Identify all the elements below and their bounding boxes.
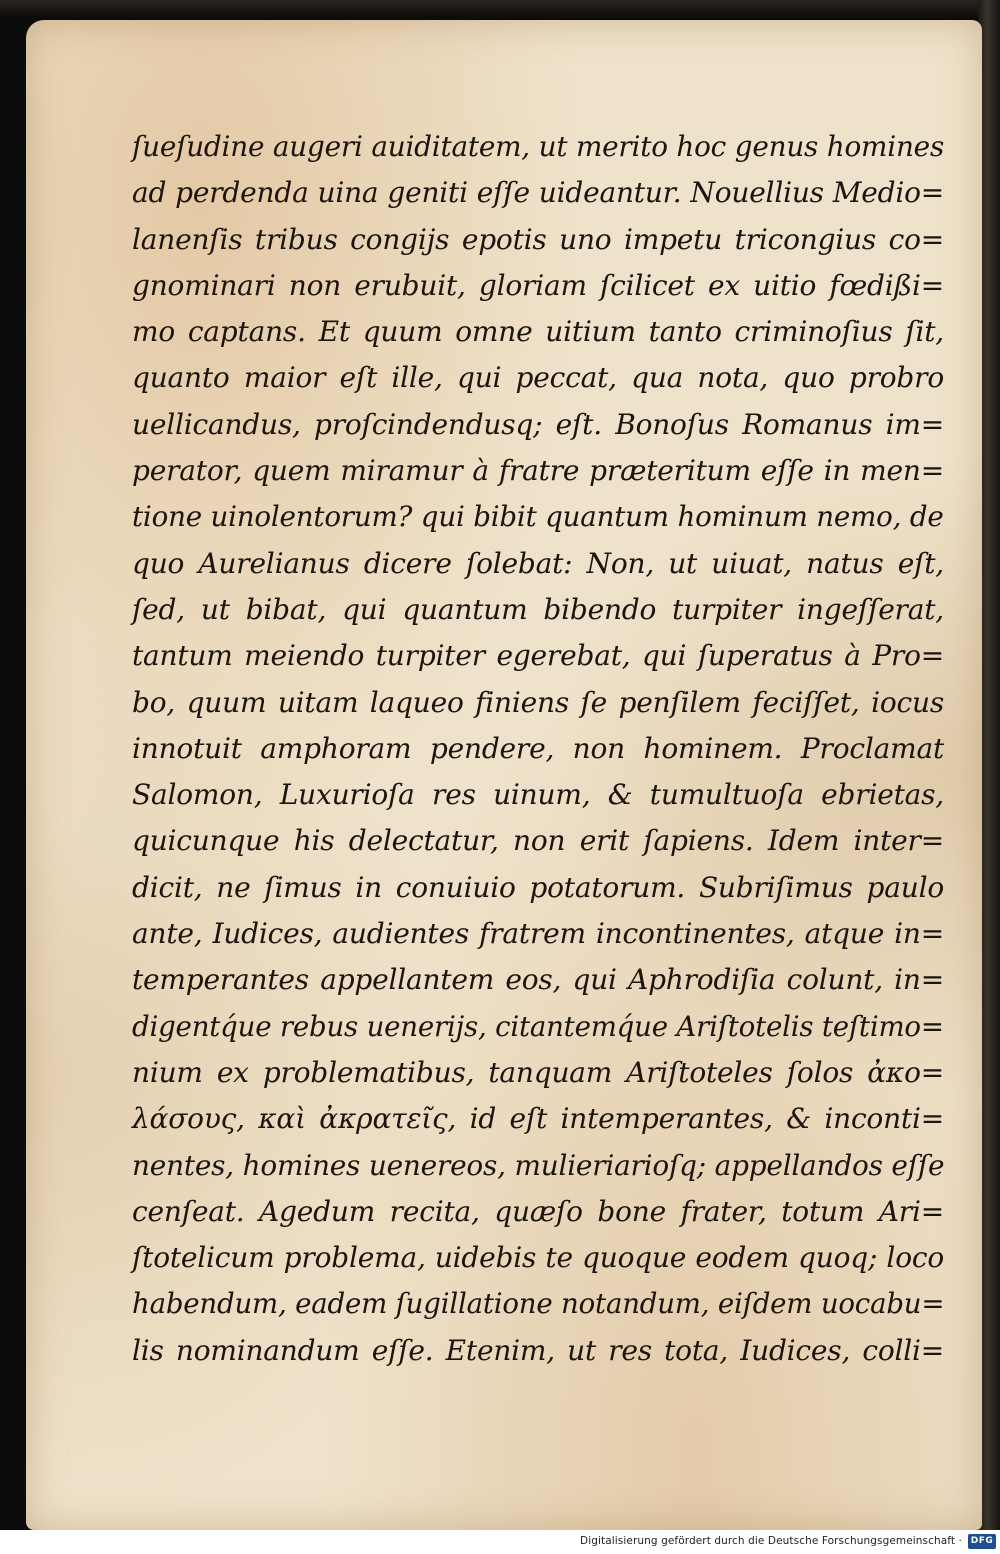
text-line-17: dicit, ne ſimus in conuiuio potatorum. Subriſimus paulo — [132, 870, 944, 904]
text-line-19: temperantes appellantem eos, qui Aphrodiſia colunt, in= — [132, 963, 944, 997]
text-line-15: Salomon, Luxurioſa res uinum, & tumultuoſa ebrietas, — [132, 778, 944, 812]
text-line-8: perator, quem miramur à fratre præteritum eſſe in men= — [132, 454, 944, 488]
scan-top-edge — [0, 0, 1000, 18]
text-line-26: habendum, eadem ſugillatione notandum, eiſdem uocabu= — [132, 1287, 945, 1321]
text-line-23: nentes, homines uenereos, mulieriarioſq; appellandos eſſe — [132, 1148, 945, 1182]
text-line-22: λάσους, καὶ ἀκρατεῖς, id eſt intemperantes, & inconti= — [132, 1102, 944, 1136]
text-line-27: lis nominandum eſſe. Etenim, ut res tota, Iudices, colli= — [132, 1333, 944, 1367]
text-line-25: ſtotelicum problema, uidebis te quoque eodem quoq; loco — [132, 1241, 944, 1275]
dfg-logo: DFG — [968, 1534, 996, 1549]
text-line-12: tantum meiendo turpiter egerebat, qui ſuperatus à Pro= — [132, 639, 944, 673]
text-line-21: nium ex problematibus, tanquam Ariſtoteles ſolos ἀκο= — [132, 1055, 944, 1089]
text-line-4: gnominari non erubuit, gloriam ſcilicet ex uitio fœdißi= — [132, 268, 944, 302]
funding-credit: Digitalisierung gefördert durch die Deutsche Forschungsgemeinschaft · — [580, 1535, 962, 1547]
page-text — [132, 124, 944, 1374]
footer-bar — [0, 1530, 1000, 1554]
text-line-6: quanto maior eſt ille, qui peccat, qua nota, quo probro — [132, 361, 944, 395]
text-line-3: lanenſis tribus congijs epotis uno impetu tricongius co= — [132, 222, 944, 256]
text-line-10: quo Aurelianus dicere ſolebat: Non, ut uiuat, natus eſt, — [132, 546, 944, 580]
text-line-1: ſueſudine augeri auiditatem, ut merito hoc genus homines — [132, 130, 945, 163]
text-line-5: mo captans. Et quum omne uitium tanto criminoſius ſit, — [132, 315, 944, 349]
text-line-24: cenſeat. Agedum recita, quæſo bone frater, totum Ari= — [132, 1194, 944, 1228]
text-line-13: bo, quum uitam laqueo finiens ſe penſilem feciſſet, iocus — [132, 685, 944, 719]
text-line-20: digentq́ue rebus uenerijs, citantemq́ue Ariſtotelis teſtimo= — [132, 1009, 944, 1043]
text-line-14: innotuit amphoram pendere, non hominem. Proclamat — [132, 731, 944, 765]
text-line-11: ſed, ut bibat, qui quantum bibendo turpiter ingeſſerat, — [132, 592, 944, 626]
text-line-7: uellicandus, proſcindendusq; eſt. Bonoſus Romanus im= — [132, 407, 944, 441]
text-line-9: tione uinolentorum? qui bibit quantum hominum nemo, de — [132, 500, 944, 534]
text-line-18: ante, Iudices, audientes fratrem incontinentes, atque in= — [132, 917, 944, 951]
text-line-2: ad perdenda uina geniti eſſe uideantur. Nouellius Medio= — [132, 176, 944, 210]
text-line-16: quicunque his delectatur, non erit ſapiens. Idem inter= — [132, 824, 944, 858]
